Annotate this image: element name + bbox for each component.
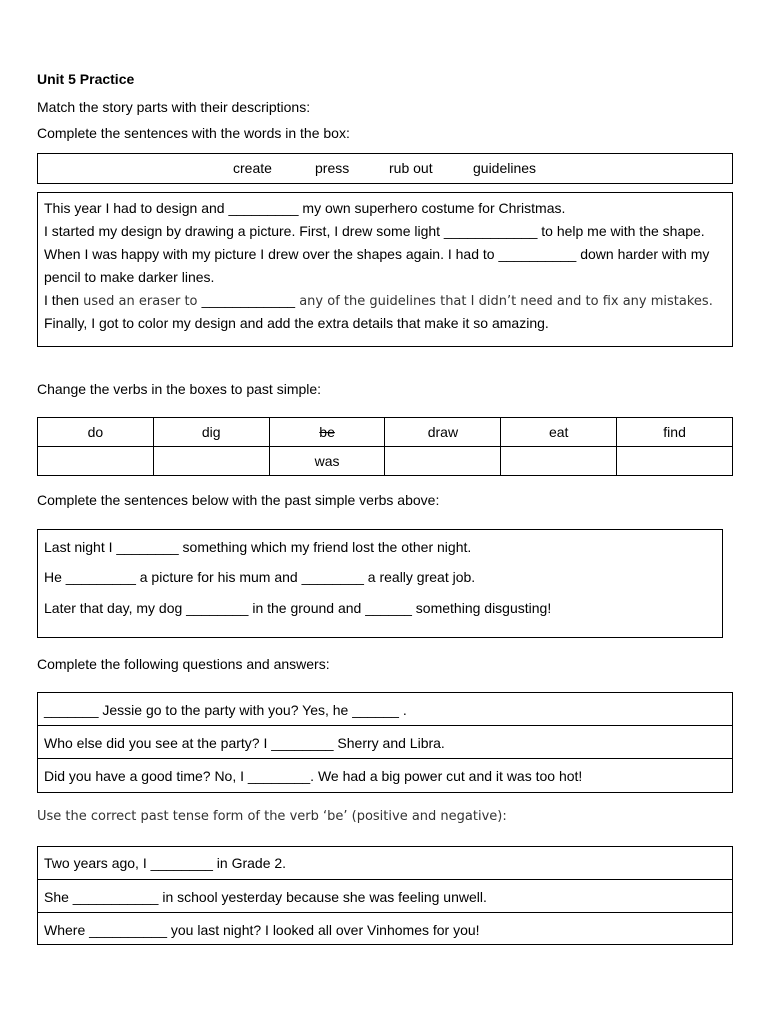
match-instruction: Match the story parts with their descriptions:: [37, 99, 311, 115]
word-guidelines: guidelines: [473, 160, 537, 176]
qa-text: _______ Jessie go to the party with you? Yes, he ______ .: [44, 702, 407, 718]
be-text: She ___________ in school yesterday because she was feeling unwell.: [44, 889, 487, 905]
past-cell: was: [269, 447, 385, 476]
page-title: Unit 5 Practice: [37, 71, 135, 87]
qa-row: [37, 758, 733, 793]
past-cell[interactable]: [501, 447, 617, 476]
sentences-box: [37, 529, 723, 638]
story-line: When I was happy with my picture I drew over the shapes again. I had to __________ down harder with my: [44, 246, 710, 262]
sentence-line: Later that day, my dog ________ in the ground and ______ something disgusting!: [44, 600, 552, 616]
qa-row: [37, 692, 733, 726]
word-rub-out: rub out: [389, 160, 433, 176]
verb-cell: draw: [385, 418, 501, 447]
sentence-line: He _________ a picture for his mum and ________ a really great job.: [44, 569, 476, 585]
story-line: I started my design by drawing a picture. First, I drew some light ____________ to help me with the shape.: [44, 223, 705, 239]
be-text: Two years ago, I ________ in Grade 2.: [44, 855, 287, 871]
qa-row: [37, 725, 733, 759]
story-text: any of the guidelines that I didn’t need and to fix any mistakes.: [295, 294, 713, 309]
verb-past-row: [38, 447, 733, 476]
past-cell[interactable]: [385, 447, 501, 476]
verb-cell: find: [617, 418, 733, 447]
past-cell[interactable]: [38, 447, 154, 476]
be-row: [37, 912, 733, 945]
story-line: pencil to make darker lines.: [44, 269, 215, 285]
story-line: This year I had to design and _________ my own superhero costume for Christmas.: [44, 200, 566, 216]
sentence-line: Last night I ________ something which my friend lost the other night.: [44, 539, 472, 555]
be-row: [37, 846, 733, 880]
qa-text: Who else did you see at the party? I ________ Sherry and Libra.: [44, 735, 445, 751]
story-line: Finally, I got to color my design and add the extra details that make it so amazing.: [44, 315, 549, 331]
verb-cell: dig: [153, 418, 269, 447]
verb-base-row: [38, 418, 733, 447]
story-blank: ____________: [201, 292, 296, 308]
verb-cell: do: [38, 418, 154, 447]
complete-box-instruction: Complete the sentences with the words in the box:: [37, 125, 350, 141]
past-cell[interactable]: [153, 447, 269, 476]
questions-instruction: Complete the following questions and answers:: [37, 656, 330, 672]
be-row: [37, 879, 733, 913]
story-text: used an eraser to: [79, 294, 202, 309]
word-create: create: [233, 160, 272, 176]
verb-cell: be: [269, 418, 385, 447]
story-line: [44, 292, 713, 309]
past-cell[interactable]: [617, 447, 733, 476]
verb-cell: eat: [501, 418, 617, 447]
change-verbs-instruction: Change the verbs in the boxes to past simple:: [37, 381, 322, 397]
word-box: [37, 153, 733, 184]
qa-text: Did you have a good time? No, I ________. We had a big power cut and it was too hot!: [44, 768, 583, 784]
word-press: press: [315, 160, 350, 176]
story-text: I then: [44, 292, 80, 308]
verb-table: [37, 417, 733, 476]
story-box: [37, 192, 733, 347]
be-text: Where __________ you last night? I looked all over Vinhomes for you!: [44, 922, 480, 938]
complete-below-instruction: Complete the sentences below with the past simple verbs above:: [37, 492, 440, 508]
be-instruction: Use the correct past tense form of the verb ‘be’ (positive and negative):: [37, 809, 507, 824]
